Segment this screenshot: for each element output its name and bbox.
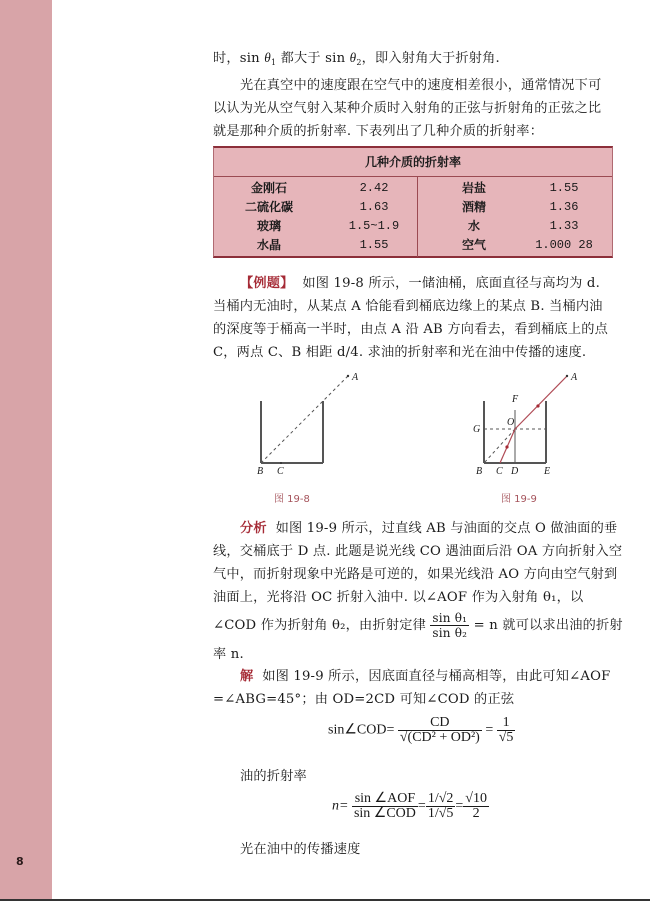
solution-end	[213, 838, 623, 861]
medium-name: 空气	[461, 238, 486, 252]
eq-fraction-3	[463, 792, 489, 821]
index-value: 1.36	[549, 200, 579, 214]
subscript: 2	[356, 58, 362, 67]
intro-line-1	[213, 46, 623, 74]
index-value: 1.33	[549, 219, 579, 233]
solution-cont	[213, 765, 623, 788]
fraction-denominator: sin θ₂	[432, 626, 468, 640]
equation-refractive-index: n= $\frac{\text{sin ∠AOF}}{\text{sin ∠COD}}$ = $\frac{1/√2}{1/√5}$ = $\frac{√10}{2}$	[332, 791, 487, 821]
intro-para2-line-1: 光在真空中的速度跟在空气中的速度相差很小，通常情况下可	[240, 78, 602, 93]
refractive-index-table	[213, 146, 613, 258]
eq-result-fraction	[497, 716, 516, 745]
solution-line-2: =∠ABG=45°；由 OD=2CD 可知∠COD 的正弦	[213, 692, 515, 707]
label-G: G	[473, 424, 481, 435]
medium-name: 岩盐	[461, 181, 486, 195]
figure-19-8-caption: 图 19-8	[274, 494, 310, 505]
theta-symbol: θ	[264, 50, 271, 65]
subscript: 1	[270, 58, 277, 67]
figure-19-9-diagram	[470, 368, 620, 480]
solution-line-4: 光在油中的传播速度	[240, 842, 361, 857]
fraction-denominator: √(CD² + OD²)	[399, 730, 480, 745]
solution-line-3: 油的折射率	[240, 769, 307, 784]
eq-fraction	[398, 716, 482, 745]
medium-name: 金刚石	[250, 181, 287, 195]
page-margin-band	[0, 0, 52, 901]
text: 都大于 sin	[276, 51, 350, 66]
text: ∠COD 作为折射角 θ₂，由折射定律	[213, 618, 426, 633]
text: ，即入射角大于折射角.	[361, 51, 500, 66]
label-A: A	[571, 372, 578, 383]
label-O: O	[507, 417, 515, 428]
table-title: 几种介质的折射率	[214, 148, 612, 177]
intro-section	[213, 46, 623, 143]
snell-fraction	[430, 611, 469, 640]
analysis-tag: 分析	[240, 521, 267, 536]
analysis-line-6: 率 n.	[213, 647, 244, 662]
intro-para2-line-2: 以认为光从空气射入某种介质时入射角的正弦与折射角的正弦之比	[213, 101, 602, 116]
figure-19-8-diagram	[245, 368, 365, 480]
example-tag: 【例题】	[240, 276, 294, 291]
equation-sin-cod	[328, 716, 515, 745]
fraction-numerator: sin ∠AOF	[352, 792, 418, 807]
label-F: F	[512, 394, 519, 405]
intro-para2-line-3: 就是那种介质的折射率. 下表列出了几种介质的折射率：	[213, 124, 544, 139]
analysis-line-4: 油面上，光将沿 OC 折射入油中. 以∠AOF 作为入射角 θ₁，以	[213, 590, 584, 605]
fraction-denominator: 2	[472, 806, 480, 821]
fraction-numerator: CD	[398, 716, 482, 731]
example-line-2: 当桶内无油时，从某点 A 恰能看到桶底边缘上的某点 B. 当桶内油	[213, 299, 603, 314]
label-B: B	[257, 466, 264, 477]
table-row	[214, 216, 614, 236]
example-line-1	[213, 272, 623, 295]
eq-sign: =	[485, 722, 494, 738]
analysis-line-3: 气中，而折射现象中光路是可逆的，如果光线沿 AO 方向由空气射到	[213, 567, 618, 582]
fraction-numerator: 1/√2	[427, 791, 454, 806]
page-number: 8	[16, 855, 24, 868]
table-row	[214, 178, 614, 198]
index-value: 1.000 28	[535, 238, 593, 252]
index-value: 1.63	[359, 200, 389, 214]
analysis-line-2: 线，交桶底于 D 点. 此题是说光线 CO 遇油面后沿 OA 方向折射入空	[213, 544, 623, 559]
text: 如图 19-8 所示，一储油桶，底面直径与高均为 d.	[302, 276, 600, 291]
table-body	[214, 177, 612, 257]
index-value: 2.42	[359, 181, 389, 195]
figure-19-9-caption: 图 19-9	[501, 494, 537, 505]
solution-section	[213, 665, 623, 711]
table-row	[214, 235, 614, 255]
medium-name: 二硫化碳	[244, 200, 293, 214]
index-value: 1.5~1.9	[348, 219, 400, 233]
medium-name: 水	[467, 219, 480, 233]
eq-lhs: sin∠COD=	[328, 722, 395, 738]
analysis-section	[213, 517, 623, 666]
example-section	[213, 272, 623, 364]
table-row	[214, 197, 614, 217]
index-value: 1.55	[549, 181, 579, 195]
example-line-4: C，两点 C、B 相距 d/4. 求油的折射率和光在油中传播的速度.	[213, 345, 587, 360]
index-value: 1.55	[359, 238, 389, 252]
label-B: B	[476, 466, 483, 477]
text: 如图 19-9 所示，过直线 AB 与油面的交点 O 做油面的垂	[275, 521, 618, 536]
fraction-denominator: √5	[498, 730, 514, 745]
eq-lhs: n=	[332, 798, 349, 814]
medium-name: 玻璃	[256, 219, 281, 233]
analysis-line-5	[213, 609, 623, 643]
fraction-numerator: sin θ₁	[432, 611, 468, 625]
fraction-numerator: √10	[465, 791, 487, 806]
text: 如图 19-9 所示，因底面直径与桶高相等，由此可知∠AOF	[262, 669, 611, 684]
medium-name: 水晶	[256, 238, 281, 252]
solution-tag: 解	[240, 669, 254, 684]
solution-line-1	[213, 665, 623, 688]
eq-fraction-1	[352, 792, 418, 821]
fraction-denominator: 1/√5	[427, 806, 454, 821]
label-A: A	[352, 372, 359, 383]
eq-fraction-2	[426, 792, 456, 821]
text: = n 就可以求出油的折射	[473, 618, 623, 633]
fraction-numerator: 1	[497, 716, 516, 731]
example-line-3: 的深度等于桶高一半时，由点 A 沿 AB 方向看去，看到桶底上的点	[213, 322, 608, 337]
label-D: D	[511, 466, 519, 477]
text: 时，sin	[213, 51, 265, 66]
label-C: C	[496, 466, 503, 477]
label-E: E	[544, 466, 551, 477]
fraction-denominator: sin ∠COD	[353, 806, 416, 821]
label-C: C	[277, 466, 284, 477]
analysis-line-1	[213, 517, 623, 540]
theta-symbol: θ	[349, 50, 357, 65]
medium-name: 酒精	[461, 200, 486, 214]
